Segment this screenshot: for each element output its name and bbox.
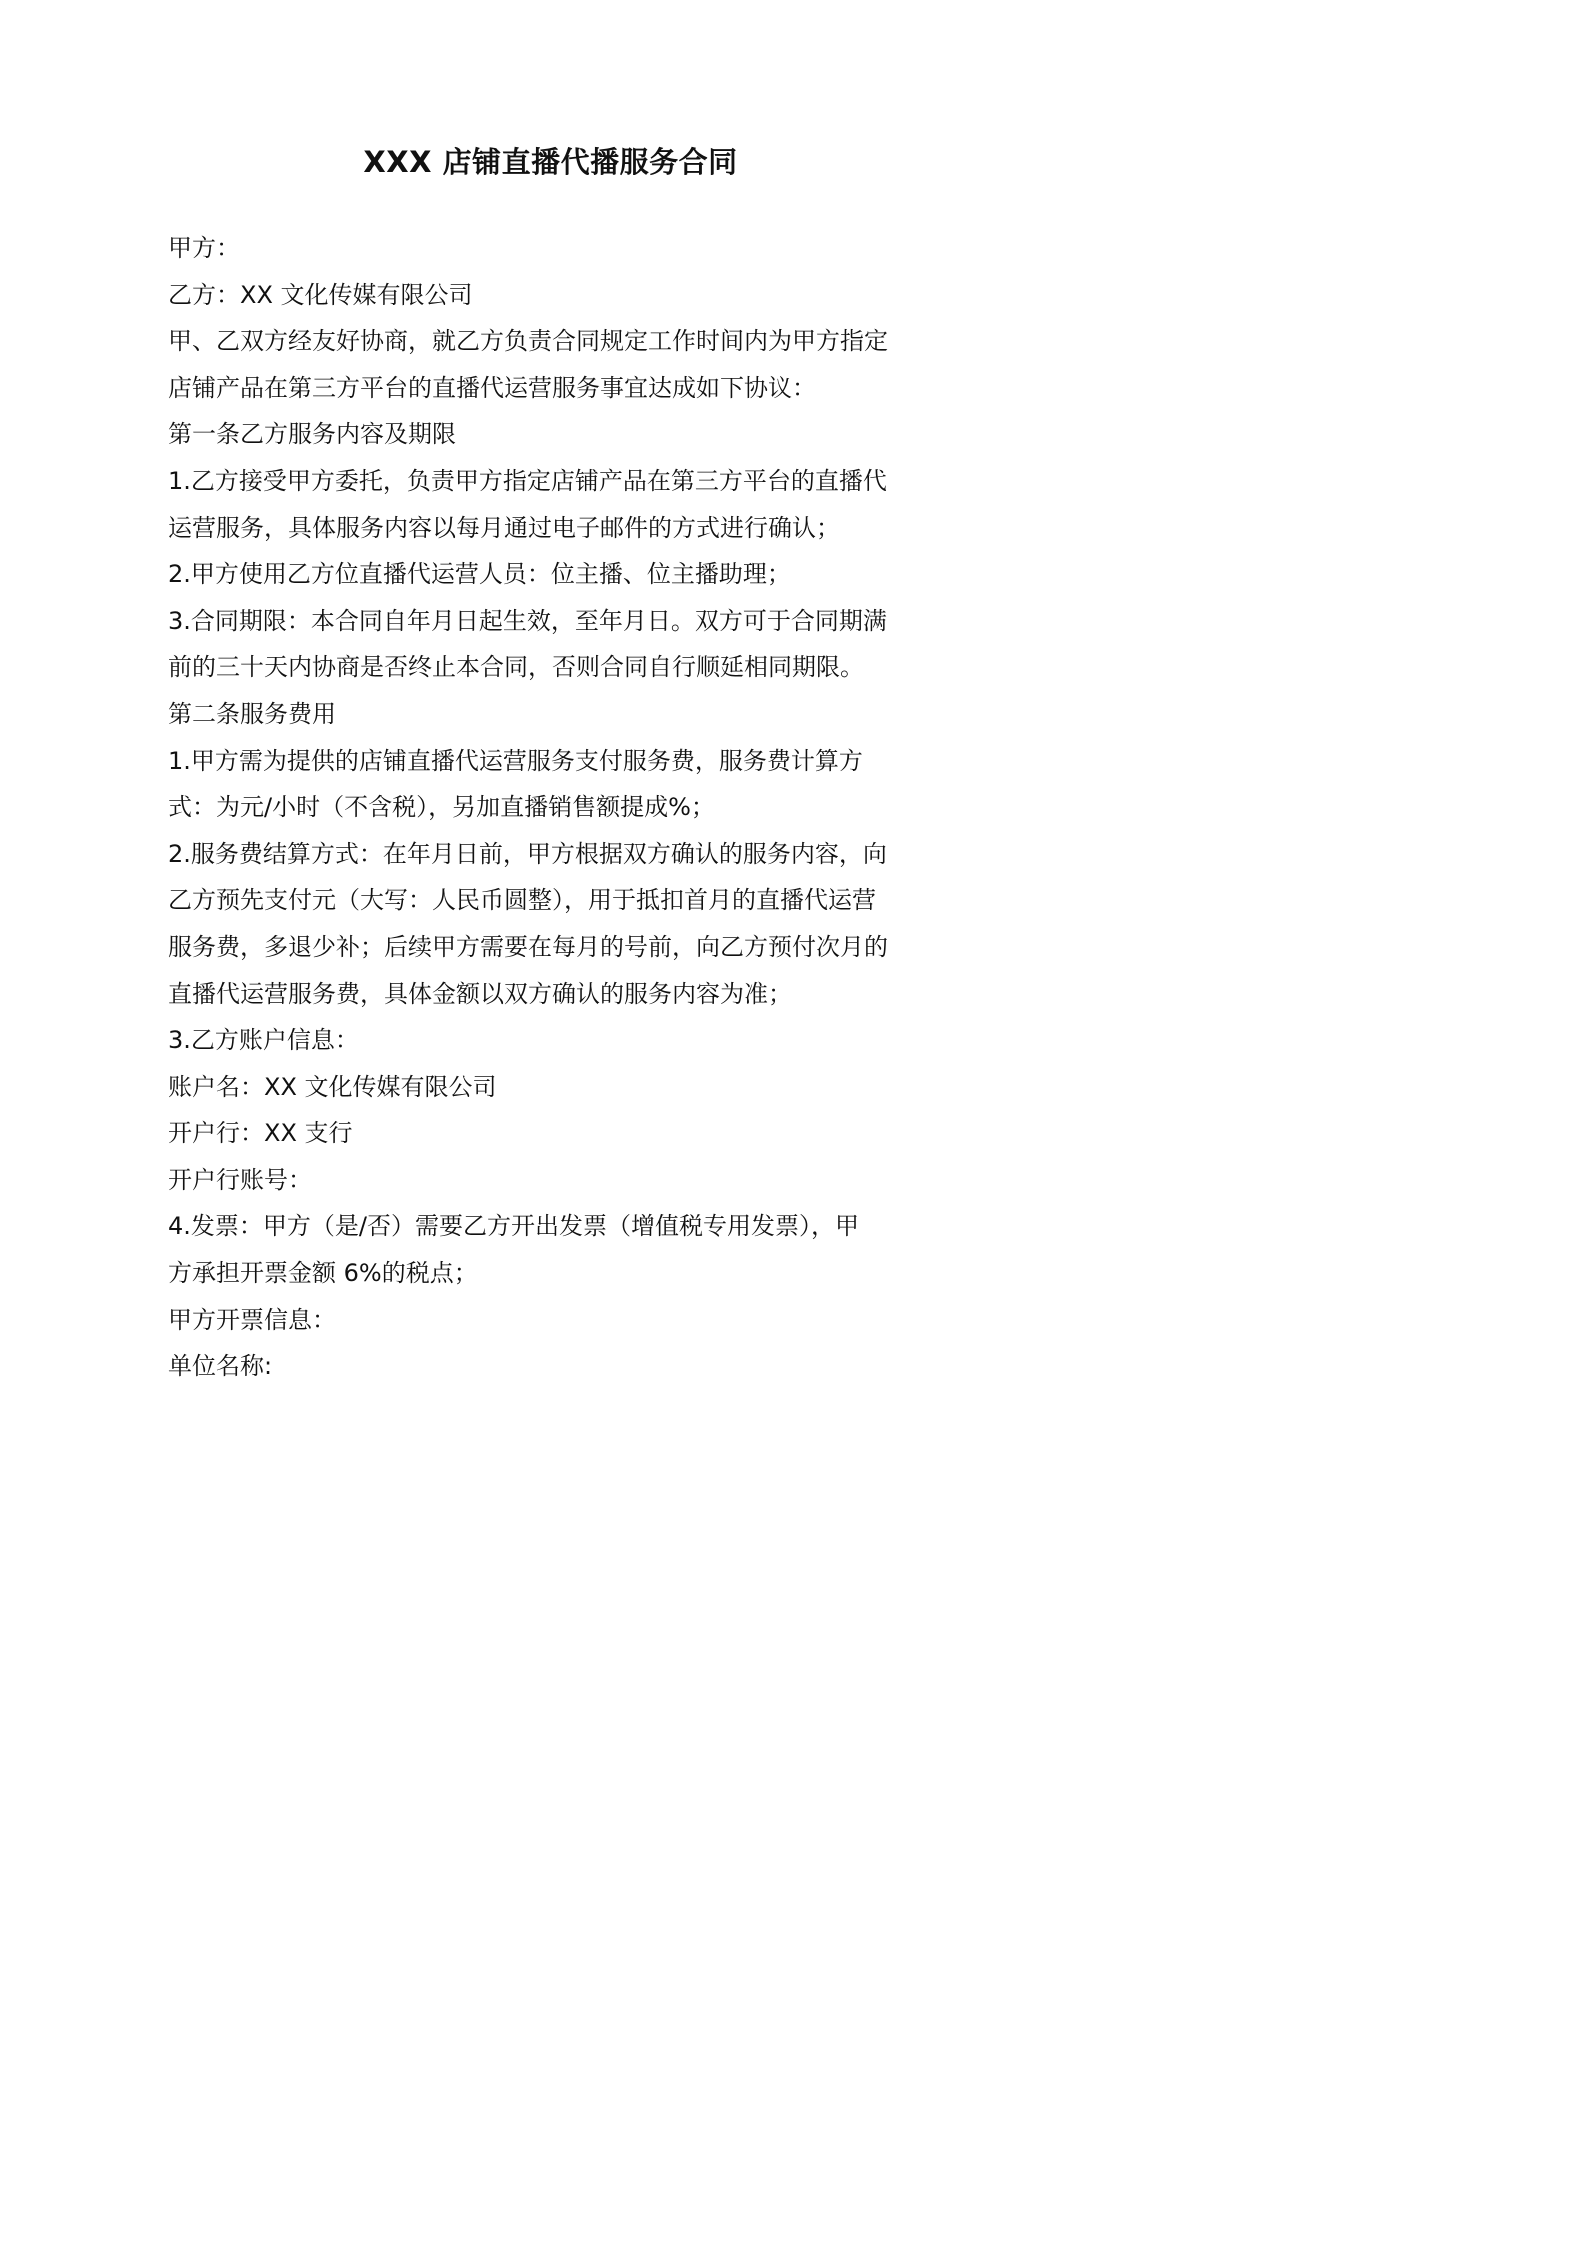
clause-line: 式：为元/小时（不含税），另加直播销售额提成%；: [168, 793, 715, 822]
clause-line: 运营服务，具体服务内容以每月通过电子邮件的方式进行确认；: [168, 513, 840, 542]
preamble-line: 店铺产品在第三方平台的直播代运营服务事宜达成如下协议：: [168, 373, 816, 402]
contract-body: [168, 225, 948, 1390]
clause-line: 服务费，多退少补；后续甲方需要在每月的号前，向乙方预付次月的: [168, 932, 888, 961]
clause-line: 乙方预先支付元（大写：人民币圆整），用于抵扣首月的直播代运营: [168, 886, 876, 915]
document-page: [0, 0, 1101, 1558]
clause-line: 1.乙方接受甲方委托，负责甲方指定店铺产品在第三方平台的直播代: [168, 466, 887, 495]
account-name-line: 账户名：XX 文化传媒有限公司: [168, 1072, 497, 1101]
bank-branch-line: 开户行：XX 支行: [168, 1119, 353, 1148]
account-number-line: 开户行账号：: [168, 1165, 312, 1194]
clause-line: 1.甲方需为提供的店铺直播代运营服务支付服务费，服务费计算方: [168, 746, 863, 775]
invoice-clause-line: 方承担开票金额 6%的税点；: [168, 1259, 478, 1288]
article-heading: 第一条乙方服务内容及期限: [168, 420, 456, 449]
preamble-line: 甲、乙双方经友好协商，就乙方负责合同规定工作时间内为甲方指定: [168, 327, 888, 356]
clause-line: 2.甲方使用乙方位直播代运营人员：位主播、位主播助理；: [168, 560, 791, 589]
invoice-info-heading: 甲方开票信息：: [168, 1305, 336, 1334]
company-name-line: 单位名称:: [168, 1352, 273, 1381]
clause-line: 直播代运营服务费，具体金额以双方确认的服务内容为准；: [168, 979, 792, 1008]
document-title: XXX 店铺直播代播服务合同: [363, 145, 738, 179]
clause-line: 2.服务费结算方式：在年月日前，甲方根据双方确认的服务内容，向: [168, 839, 887, 868]
account-info-heading: 3.乙方账户信息：: [168, 1026, 359, 1055]
clause-line: 前的三十天内协商是否终止本合同，否则合同自行顺延相同期限。: [168, 653, 864, 682]
clause-line: 3.合同期限：本合同自年月日起生效，至年月日。双方可于合同期满: [168, 606, 887, 635]
party-a-line: 甲方：: [168, 234, 240, 262]
invoice-clause-line: 4.发票：甲方（是/否）需要乙方开出发票（增值税专用发票），甲: [168, 1212, 859, 1241]
article-heading: 第二条服务费用: [168, 699, 336, 728]
party-b-line: 乙方：XX 文化传媒有限公司: [168, 280, 473, 309]
